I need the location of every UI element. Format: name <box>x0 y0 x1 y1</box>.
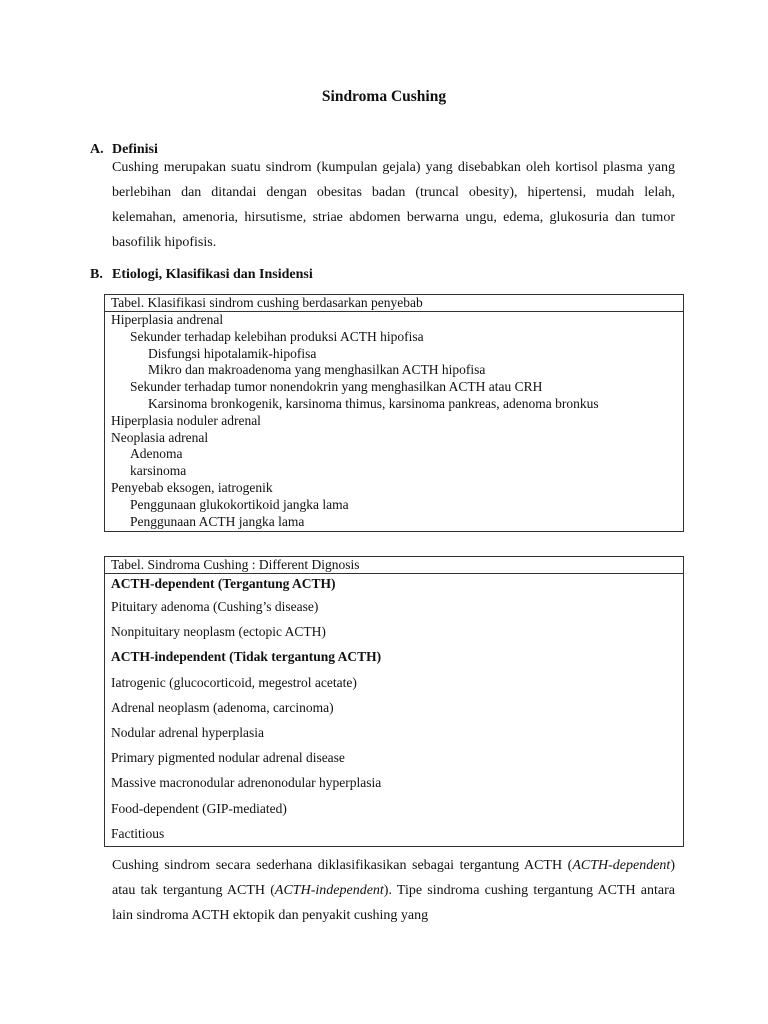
table-row: Primary pigmented nodular adrenal disease <box>111 750 345 766</box>
table-row: Sekunder terhadap kelebihan produksi ACTH hipofisa <box>130 328 424 344</box>
classification-table <box>104 294 684 532</box>
paragraph-italic-2: ACTH-independent <box>274 883 384 898</box>
definition-paragraph: Cushing merupakan suatu sindrom (kumpulan gejala) yang disebabkan oleh kortisol plasma yang berlebihan dan ditandai dengan obesitas badan (truncal obesity), hipertensi, mudah lelah, kelemahan, amenoria, hirsutisme, striae abdomen berwarna ungu, edema, glukosuria dan tumor basofilik hipofisis. <box>112 160 675 250</box>
table-row: Adrenal neoplasm (adenoma, carcinoma) <box>111 699 334 715</box>
classification-table-caption: Tabel. Klasifikasi sindrom cushing berdasarkan penyebab <box>105 295 683 312</box>
table-row: Pituitary adenoma (Cushing’s disease) <box>111 599 319 614</box>
section-b-title: Etiologi, Klasifikasi dan Insidensi <box>112 267 313 282</box>
classification-paragraph <box>112 853 675 928</box>
table-row: Disfungsi hipotalamik-hipofisa <box>148 345 317 361</box>
table-row: Massive macronodular adrenonodular hyperplasia <box>111 775 382 791</box>
page-title: Sindroma Cushing <box>321 88 447 105</box>
table-group-header: ACTH-independent (Tidak tergantung ACTH) <box>111 649 382 665</box>
table-row: Food-dependent (GIP-mediated) <box>111 800 287 816</box>
differential-table-caption: Tabel. Sindroma Cushing : Different Dignosis <box>105 557 683 574</box>
differential-table <box>104 556 684 847</box>
table-row: Adenoma <box>130 446 183 462</box>
section-a-title: Definisi <box>112 142 158 157</box>
table-group-header: ACTH-dependent (Tergantung ACTH) <box>111 576 336 591</box>
table-row: Neoplasia adrenal <box>111 429 209 445</box>
table-row: Hiperplasia andrenal <box>111 312 224 327</box>
paragraph-text-3: ). Tipe sindroma cushing tergantung ACTH antara lain sindroma ACTH ektopik dan penyakit cushing yang <box>112 883 675 923</box>
paragraph-text-1: Cushing sindrom secara sederhana diklasifikasikan sebagai tergantung ACTH ( <box>112 858 573 873</box>
table-row: Hiperplasia noduler adrenal <box>111 412 261 428</box>
section-b-heading <box>90 267 313 283</box>
table-row: Factitious <box>111 825 165 841</box>
table-row: Penyebab eksogen, iatrogenik <box>111 479 273 495</box>
table-row: Mikro dan makroadenoma yang menghasilkan ACTH hipofisa <box>148 362 486 378</box>
table-row: Nodular adrenal hyperplasia <box>111 725 264 741</box>
table-row: Karsinoma bronkogenik, karsinoma thimus, karsinoma pankreas, adenoma bronkus <box>148 395 599 411</box>
section-a-letter: A. <box>90 142 104 157</box>
paragraph-italic-1: ACTH-dependent <box>572 858 671 873</box>
table-row: Penggunaan ACTH jangka lama <box>130 513 305 529</box>
classification-table-rows <box>105 312 683 531</box>
differential-table-rows <box>105 574 683 846</box>
table-row: Sekunder terhadap tumor nonendokrin yang menghasilkan ACTH atau CRH <box>130 379 543 395</box>
table-row: Iatrogenic (glucocorticoid, megestrol acetate) <box>111 674 357 690</box>
section-b-letter: B. <box>90 267 103 282</box>
table-row: Penggunaan glukokortikoid jangka lama <box>130 496 349 512</box>
table-row: Nonpituitary neoplasm (ectopic ACTH) <box>111 624 326 640</box>
paragraph-text-2: ) atau tak tergantung ACTH ( <box>112 858 675 898</box>
table-row: karsinoma <box>130 463 187 479</box>
